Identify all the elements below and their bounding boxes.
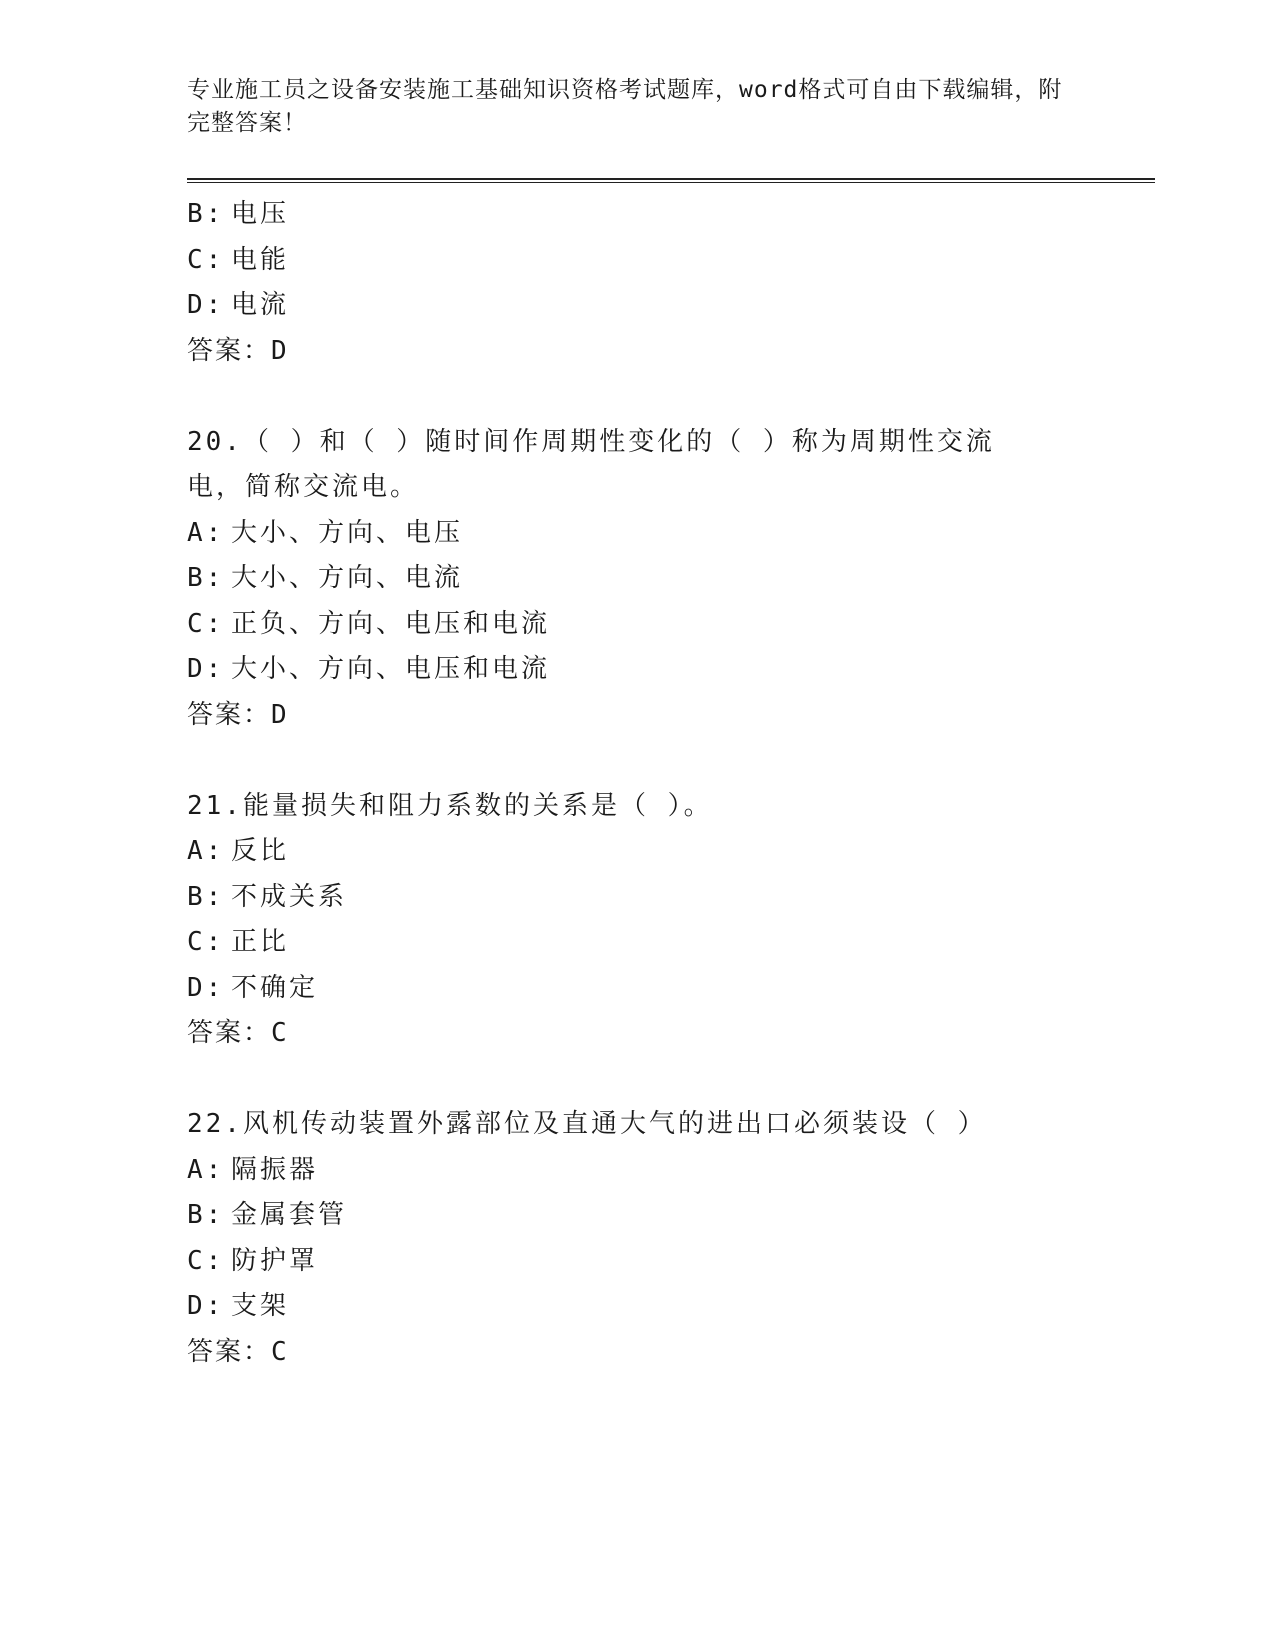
option-key: A: <box>187 836 225 866</box>
option-key: B: <box>187 199 225 229</box>
option-key: B: <box>187 881 225 912</box>
option-text: 电能 <box>231 244 290 275</box>
option-text: 大小、方向、电流 <box>231 563 464 593</box>
option-text: 反比 <box>231 836 290 866</box>
option-line <box>187 192 1087 238</box>
option-key: D: <box>187 290 225 320</box>
option-line <box>187 238 1087 284</box>
option-line <box>187 647 1087 693</box>
option-key: B: <box>187 1200 225 1230</box>
option-key: D: <box>187 1291 225 1321</box>
option-text: 正负、方向、电压和电流 <box>231 608 551 639</box>
option-line <box>187 602 1087 648</box>
option-text: 电压 <box>231 199 290 229</box>
option-text: 正比 <box>231 927 290 957</box>
option-line <box>187 920 1087 966</box>
option-line <box>187 875 1087 921</box>
option-line <box>187 1284 1087 1330</box>
question-list <box>187 192 1087 1375</box>
option-text: 电流 <box>231 290 290 320</box>
option-text: 大小、方向、电压 <box>231 517 464 548</box>
option-key: A: <box>187 517 225 548</box>
option-text: 不确定 <box>231 972 319 1003</box>
option-line <box>187 511 1087 557</box>
option-key: C: <box>187 1245 225 1276</box>
option-text: 支架 <box>231 1291 290 1321</box>
option-line <box>187 829 1087 875</box>
spacer <box>187 738 1087 784</box>
document-header: 专业施工员之设备安装施工基础知识资格考试题库，word格式可自由下载编辑，附完整答案！ <box>187 77 1063 136</box>
option-line <box>187 966 1087 1012</box>
option-line <box>187 1239 1087 1285</box>
option-line <box>187 283 1087 329</box>
spacer <box>187 1057 1087 1103</box>
option-text: 隔振器 <box>231 1154 319 1185</box>
question-stem: 21.能量损失和阻力系数的关系是（ ）。 <box>187 790 713 821</box>
option-key: C: <box>187 608 225 639</box>
header-divider <box>187 178 1155 183</box>
option-key: D: <box>187 972 225 1003</box>
answer-line: 答案：C <box>187 1018 289 1048</box>
answer-line: 答案：C <box>187 1336 289 1367</box>
option-key: C: <box>187 927 225 957</box>
option-line <box>187 1193 1087 1239</box>
spacer <box>187 374 1087 420</box>
option-line <box>187 556 1087 602</box>
answer-line: 答案：D <box>187 699 289 730</box>
option-text: 不成关系 <box>231 881 348 912</box>
question-stem: 20.（ ）和（ ）随时间作周期性变化的（ ）称为周期性交流电，简称交流电。 <box>187 426 995 502</box>
option-key: A: <box>187 1154 225 1185</box>
question-stem: 22.风机传动装置外露部位及直通大气的进出口必须装设（ ） <box>187 1109 987 1139</box>
option-text: 金属套管 <box>231 1200 348 1230</box>
option-line <box>187 1148 1087 1194</box>
option-key: C: <box>187 244 225 275</box>
option-key: D: <box>187 654 225 684</box>
answer-line: 答案：D <box>187 335 289 366</box>
option-key: B: <box>187 563 225 593</box>
option-text: 防护罩 <box>231 1245 319 1276</box>
option-text: 大小、方向、电压和电流 <box>231 654 551 684</box>
